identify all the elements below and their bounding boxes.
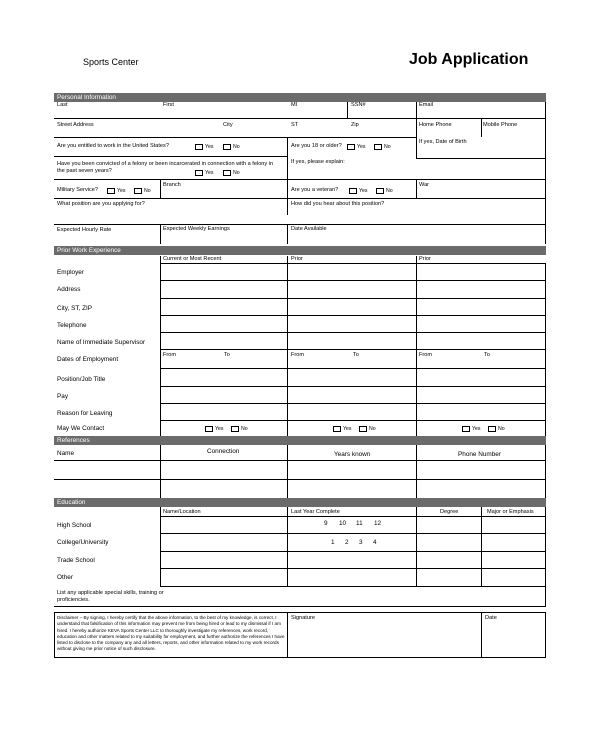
checkbox[interactable]: [195, 170, 203, 176]
veteran-no[interactable]: [376, 188, 393, 194]
disclaimer-text: Disclaimer – By signing, I hereby certify that the above information, to the best of my knowledge, is correct. I understand that falsification of this information may prevent me from being hired or lead to my dismissal if I am hired. I hereby authorize KEVA Sports Center LLC to thoroughly investigate my references, work record, education and other matters related to my suitability for employment, and further authorize the references I have listed to disclose to the company any and all letters, reports, and other information related to my work records without giving me prior notice of such disclosure.: [57, 615, 285, 652]
checkbox[interactable]: [488, 426, 496, 432]
felony-yes[interactable]: [195, 170, 213, 176]
contact-prior1-yes[interactable]: [333, 426, 351, 432]
section-bar-education: [54, 498, 546, 507]
prior-row-label: Dates of Employment: [57, 356, 119, 363]
yes-label: Yes: [357, 144, 366, 150]
age18-yes[interactable]: [347, 144, 365, 150]
yes-label: Yes: [117, 188, 126, 194]
checkbox[interactable]: [359, 426, 367, 432]
ref-name-header: Name: [57, 450, 75, 457]
no-label: No: [144, 188, 151, 194]
checkbox[interactable]: [347, 144, 355, 150]
military-question: Military Service?: [57, 187, 99, 193]
yes-label: Yes: [215, 426, 224, 432]
section-title: Personal Information: [57, 94, 116, 101]
section-title: Prior Work Experience: [57, 247, 121, 254]
checkbox[interactable]: [231, 426, 239, 432]
prior-row-label: Employer: [57, 269, 84, 276]
last-name-field[interactable]: [57, 108, 157, 117]
hs-year[interactable]: 12: [374, 520, 382, 527]
to-label: To: [353, 352, 359, 358]
college-year[interactable]: 3: [359, 539, 363, 546]
entitled-yes[interactable]: [195, 144, 213, 150]
to-label: To: [484, 352, 490, 358]
mobile-phone-label: Mobile Phone: [483, 122, 518, 128]
position-label: What position are you applying for?: [57, 201, 145, 207]
st-label: ST: [291, 122, 299, 128]
college-year[interactable]: 4: [373, 539, 377, 546]
yes-label: Yes: [359, 188, 368, 194]
date-label: Date: [485, 615, 497, 621]
war-label: War: [419, 182, 430, 188]
home-phone-label: Home Phone: [419, 122, 452, 128]
available-label: Date Available: [291, 226, 327, 232]
first-name-field[interactable]: [163, 108, 283, 117]
veteran-question: Are you a veteran?: [291, 187, 339, 193]
prior-row-label: Name of Immediate Supervisor: [57, 339, 146, 346]
no-label: No: [369, 426, 376, 432]
ref-connection-header: Connection: [207, 448, 240, 455]
prior-row-label: May We Contact: [57, 425, 105, 432]
col-prior-1: Prior: [291, 256, 303, 262]
checkbox[interactable]: [374, 144, 382, 150]
skills-label: List any applicable special skills, training or proficiencies.: [57, 590, 164, 603]
to-label: To: [224, 352, 230, 358]
first-name-label: First: [163, 102, 174, 108]
checkbox[interactable]: [376, 188, 384, 194]
yes-label: Yes: [205, 144, 214, 150]
ref-phone-header: Phone Number: [458, 451, 501, 458]
prior-row-label: Pay: [57, 393, 69, 400]
contact-prior2-yes[interactable]: [462, 426, 480, 432]
mi-label: MI: [291, 102, 298, 108]
section-title: Education: [57, 499, 86, 506]
contact-prior1-no[interactable]: [359, 426, 376, 432]
checkbox[interactable]: [462, 426, 470, 432]
ref-years-header: Years known: [334, 451, 371, 458]
edu-row-label: High School: [57, 522, 92, 529]
contact-current-no[interactable]: [231, 426, 248, 432]
felony-question: Have you been convicted of a felony or been incarcerated in connection with a felony in the past seven years?: [57, 161, 274, 174]
no-label: No: [386, 188, 393, 194]
edu-lastyear-header: Last Year Complete: [291, 509, 340, 515]
veteran-yes[interactable]: [349, 188, 367, 194]
entitled-question: Are you entitled to work in the United States?: [57, 143, 169, 149]
hs-year[interactable]: 9: [324, 520, 328, 527]
age18-no[interactable]: [374, 144, 391, 150]
prior-row-label: City, ST, ZIP: [57, 305, 93, 312]
edu-row-label: Other: [57, 574, 73, 581]
hourly-label: Expected Hourly Rate: [57, 227, 112, 233]
col-current: Current or Most Recent: [163, 256, 222, 262]
college-year[interactable]: 2: [345, 539, 349, 546]
checkbox[interactable]: [195, 144, 203, 150]
checkbox[interactable]: [333, 426, 341, 432]
dob-label: If yes, Date of Birth: [419, 139, 467, 145]
checkbox[interactable]: [223, 144, 231, 150]
from-label: From: [291, 352, 305, 358]
zip-label: Zip: [351, 122, 359, 128]
from-label: From: [419, 352, 433, 358]
prior-row-label: Telephone: [57, 322, 87, 329]
military-yes[interactable]: [107, 188, 125, 194]
age18-question: Are you 18 or older?: [291, 143, 342, 149]
col-prior-2: Prior: [419, 256, 431, 262]
org-name: Sports Center: [83, 57, 139, 67]
edu-row-label: College/University: [57, 539, 109, 546]
checkbox[interactable]: [134, 188, 142, 194]
yes-label: Yes: [205, 170, 214, 176]
contact-current-yes[interactable]: [205, 426, 223, 432]
prior-row-label: Reason for Leaving: [57, 410, 113, 417]
yes-label: Yes: [472, 426, 481, 432]
military-no[interactable]: [134, 188, 151, 194]
yes-label: Yes: [343, 426, 352, 432]
signature-label: Signature: [291, 615, 315, 621]
email-field[interactable]: [419, 108, 543, 117]
page-title: Job Application: [409, 51, 529, 68]
branch-label: Branch: [163, 182, 181, 188]
city-label: City: [223, 122, 233, 128]
no-label: No: [384, 144, 391, 150]
signature-field[interactable]: [291, 624, 477, 654]
last-name-label: Last: [57, 102, 68, 108]
weekly-label: Expected Weekly Earnings: [163, 226, 230, 232]
date-field[interactable]: [485, 624, 543, 654]
hs-year[interactable]: 10: [339, 520, 347, 527]
no-label: No: [241, 426, 248, 432]
edu-major-header: Major or Emphasis: [487, 509, 534, 515]
skills-field[interactable]: [160, 589, 544, 604]
ssn-label: SSN#: [351, 102, 366, 108]
hs-year[interactable]: 11: [356, 520, 363, 527]
checkbox[interactable]: [349, 188, 357, 194]
prior-row-label: Position/Job Title: [57, 376, 106, 383]
mi-field[interactable]: [291, 108, 343, 117]
no-label: No: [498, 426, 505, 432]
edu-degree-header: Degree: [440, 509, 459, 515]
checkbox[interactable]: [107, 188, 115, 194]
checkbox[interactable]: [205, 426, 213, 432]
college-year[interactable]: 1: [331, 539, 335, 546]
section-title: References: [57, 437, 90, 444]
edu-row-label: Trade School: [57, 557, 95, 564]
from-label: From: [163, 352, 177, 358]
explain-label: If yes, please explain:: [291, 159, 345, 165]
ssn-field[interactable]: [351, 108, 413, 117]
entitled-no[interactable]: [223, 144, 240, 150]
section-bar-personal: [54, 93, 546, 102]
street-label: Street Address: [57, 122, 94, 128]
felony-no[interactable]: [223, 170, 240, 176]
no-label: No: [233, 170, 240, 176]
checkbox[interactable]: [223, 170, 231, 176]
section-bar-prior: [54, 246, 546, 255]
section-bar-references: [54, 436, 546, 445]
prior-row-label: Address: [57, 286, 81, 293]
email-label: Email: [419, 102, 433, 108]
contact-prior2-no[interactable]: [488, 426, 505, 432]
heard-label: How did you hear about this position?: [291, 201, 385, 207]
edu-name-header: Name/Location: [163, 509, 201, 515]
no-label: No: [233, 144, 240, 150]
